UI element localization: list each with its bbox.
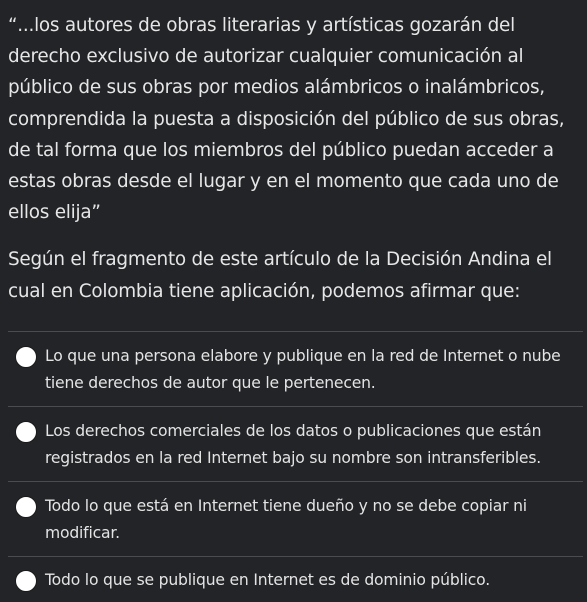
answer-option-1[interactable] (8, 331, 583, 406)
answer-options (8, 331, 583, 601)
answer-option-label: Lo que una persona elabore y publique en la red de Internet o nube tiene derechos de autor que le pertenecen. (45, 347, 561, 392)
radio-button-icon[interactable] (15, 346, 37, 368)
question-block (8, 10, 583, 307)
radio-button-icon[interactable] (15, 496, 37, 518)
answer-option-label: Todo lo que está en Internet tiene dueño y no se debe copiar ni modificar. (45, 497, 527, 542)
question-quote: “...los autores de obras literarias y artísticas gozarán del derecho exclusivo de autorizar cualquier comunicación al público de sus obras por medios alámbricos o inalámbricos, comprendida la puesta a disposición del público de sus obras, de tal forma que los miembros del público puedan acceder a estas obras desde el lugar y en el momento que cada uno de ellos elija” (8, 15, 565, 224)
radio-button-icon[interactable] (15, 421, 37, 443)
answer-option-2[interactable] (8, 406, 583, 481)
radio-button-icon[interactable] (15, 570, 37, 592)
question-prompt: Según el fragmento de este artículo de la Decisión Andina el cual en Colombia tiene aplicación, podemos afirmar que: (8, 249, 552, 302)
answer-option-label: Todo lo que se publique en Internet es de dominio público. (45, 571, 490, 589)
answer-option-4[interactable] (8, 556, 583, 601)
answer-option-3[interactable] (8, 481, 583, 556)
answer-option-label: Los derechos comerciales de los datos o publicaciones que están registrados en la red Internet bajo su nombre son intransferibles. (45, 422, 542, 467)
